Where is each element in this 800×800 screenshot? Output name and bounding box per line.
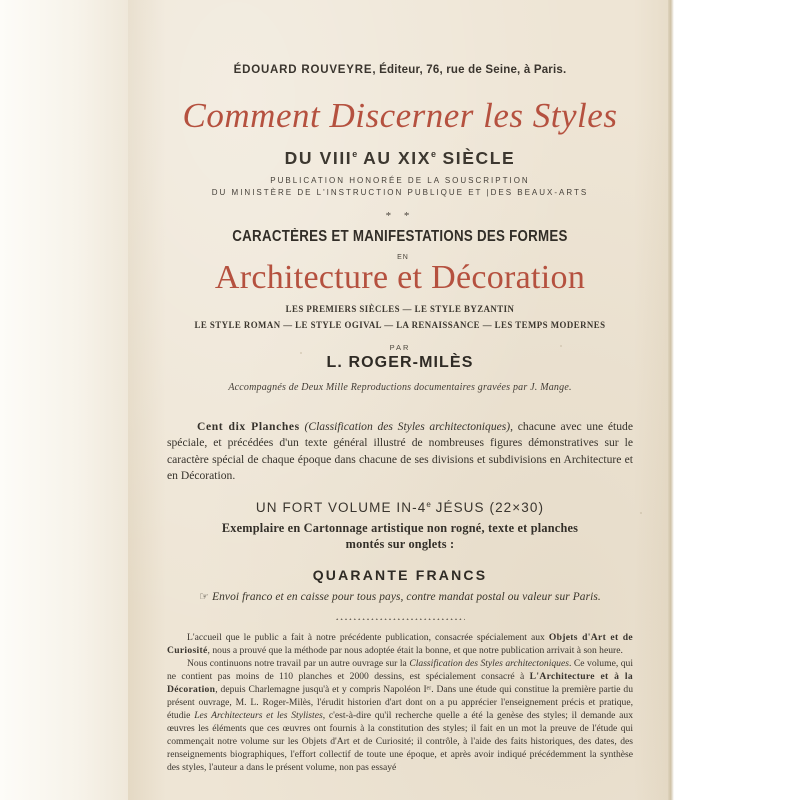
wavy-divider xyxy=(335,612,465,620)
page-title: Comment Discerner les Styles xyxy=(182,96,618,135)
header-rule xyxy=(167,79,633,80)
body-p1-part-c: , nous a prouvé que la méthode par nous adoptée était la bonne, et que notre publication arrivait à son heure. xyxy=(207,644,623,656)
price-label: QUARANTE FRANCS xyxy=(312,566,488,583)
accompagnes-note: Accompagnés de Deux Mille Reproductions documentaires gravées par J. Mange. xyxy=(228,381,572,393)
century-prefix: DU VIII xyxy=(284,147,353,168)
body-p1-bold: Objets d'Art et de Curiosité xyxy=(167,631,633,656)
caracteres-heading: CARACTÈRES ET MANIFESTATIONS DES FORMES xyxy=(232,227,568,245)
architecture-heading: Architecture et Décoration xyxy=(214,258,586,296)
styles-line-1: LES PREMIERS SIÈCLES — LE STYLE BYZANTIN xyxy=(285,304,515,315)
body-text xyxy=(167,631,633,775)
century-sup-second: e xyxy=(431,148,437,159)
publisher-address: , Éditeur, 76, rue de Seine, à Paris. xyxy=(372,64,567,76)
body-p1-part-a: L'accueil que le public a fait à notre précédente publication, consacrée spécialement aux xyxy=(187,631,549,643)
publisher-line xyxy=(150,64,650,76)
body-paragraph-2 xyxy=(167,657,633,774)
planches-lead: Cent dix Planches xyxy=(197,419,300,433)
century-suffix: SIÈCLE xyxy=(436,147,516,168)
styles-line-2: LE STYLE ROMAN — LE STYLE OGIVAL — LA RENAISSANCE — LES TEMPS MODERNES xyxy=(194,320,606,331)
planches-rest: , chacune avec une étude spéciale, et précédées d'un texte général illustré de nombreuses figures démonstratives sur le caractère spécial de chaque époque dans chacune de ses divisions et subdivisions en Architecture et en Décoration. xyxy=(167,419,633,483)
volume-format-sup: e xyxy=(426,499,431,509)
shipping-note xyxy=(150,590,650,603)
body-p2-italic-second: Les Architecteurs et les Stylistes xyxy=(194,710,323,722)
exemplaire-line-2: montés sur onglets : xyxy=(345,537,455,552)
planches-paragraph xyxy=(167,419,633,485)
volume-format xyxy=(150,500,650,515)
body-p2-part-e: , depuis Charlemagne jusqu'à et y compris Napoléon Iᵉʳ. Dans une étude qui constitue la première partie du présent ouvrage, M. L. Roger-Milès, l'érudit historien d'art dont on a pu apprécier l'enseignement précis et pratique, étudie xyxy=(167,684,633,722)
en-superscript: EN xyxy=(397,253,409,261)
volume-format-suffix: JÉSUS (22×30) xyxy=(430,499,545,515)
publisher-name: ÉDOUARD ROUVEYRE xyxy=(233,64,373,76)
exemplaire-block xyxy=(150,520,650,553)
body-p2-part-g: , c'est-à-dire qu'il recherche quelle a été la genèse des styles; il demande aux œuvres les éléments que ces œuvres ont fournis à la constitution des styles; il fait en un mot la preuve de l'étude qui commençait notre volume sur les Objets d'Art et de Curiosité; il contrôle, à l'aide des faits historiques, des dates, des renseignements biographiques, l'effort collectif de toute une époque, et après avoir indiqué précédemment la synthèse des styles, l'auteur a dans le présent volume, non pas essayé xyxy=(167,710,633,774)
exemplaire-line-1: Exemplaire en Cartonnage artistique non rogné, texte et planches xyxy=(221,520,579,535)
body-paragraph-1 xyxy=(167,631,633,657)
century-middle: AU XIX xyxy=(357,147,432,168)
century-sup-first: e xyxy=(352,148,358,159)
volume-format-prefix: UN FORT VOLUME IN-4 xyxy=(255,499,427,515)
adjacent-page-gutter xyxy=(0,0,128,800)
page-content xyxy=(150,0,650,800)
page-right-edge xyxy=(668,0,674,800)
honour-block xyxy=(150,175,650,200)
author-name: L. ROGER-MILÈS xyxy=(326,353,474,371)
pointing-hand-icon: ☞ xyxy=(199,590,210,603)
body-p2-bold-title: L'Architecture et à la Décoration xyxy=(167,670,633,695)
architecture-heading-wrap xyxy=(150,253,650,300)
body-p2-part-a: Nous continuons notre travail par un autre ouvrage sur la xyxy=(187,657,410,669)
honour-line-2: DU MINISTÈRE DE L'INSTRUCTION PUBLIQUE ET |DES BEAUX-ARTS xyxy=(211,188,589,198)
honour-line-1: PUBLICATION HONORÉE DE LA SOUSCRIPTION xyxy=(270,175,530,185)
century-subtitle xyxy=(150,148,650,169)
par-label: PAR xyxy=(389,342,411,352)
body-p2-italic-title: Classification des Styles architectoniques xyxy=(409,657,569,669)
shipping-note-text: Envoi franco et en caisse pour tous pays, contre mandat postal ou valeur sur Paris. xyxy=(212,590,601,603)
asterisk-ornament: * * xyxy=(385,209,415,222)
planches-classification: (Classification des Styles architectoniques) xyxy=(304,419,511,433)
styles-list xyxy=(168,302,633,334)
body-p2-part-c: . Ce volume, qui ne contient pas moins de 110 planches et 2000 dessins, est spécialement consacré à xyxy=(167,657,633,682)
wavy-divider-icon xyxy=(335,617,465,620)
